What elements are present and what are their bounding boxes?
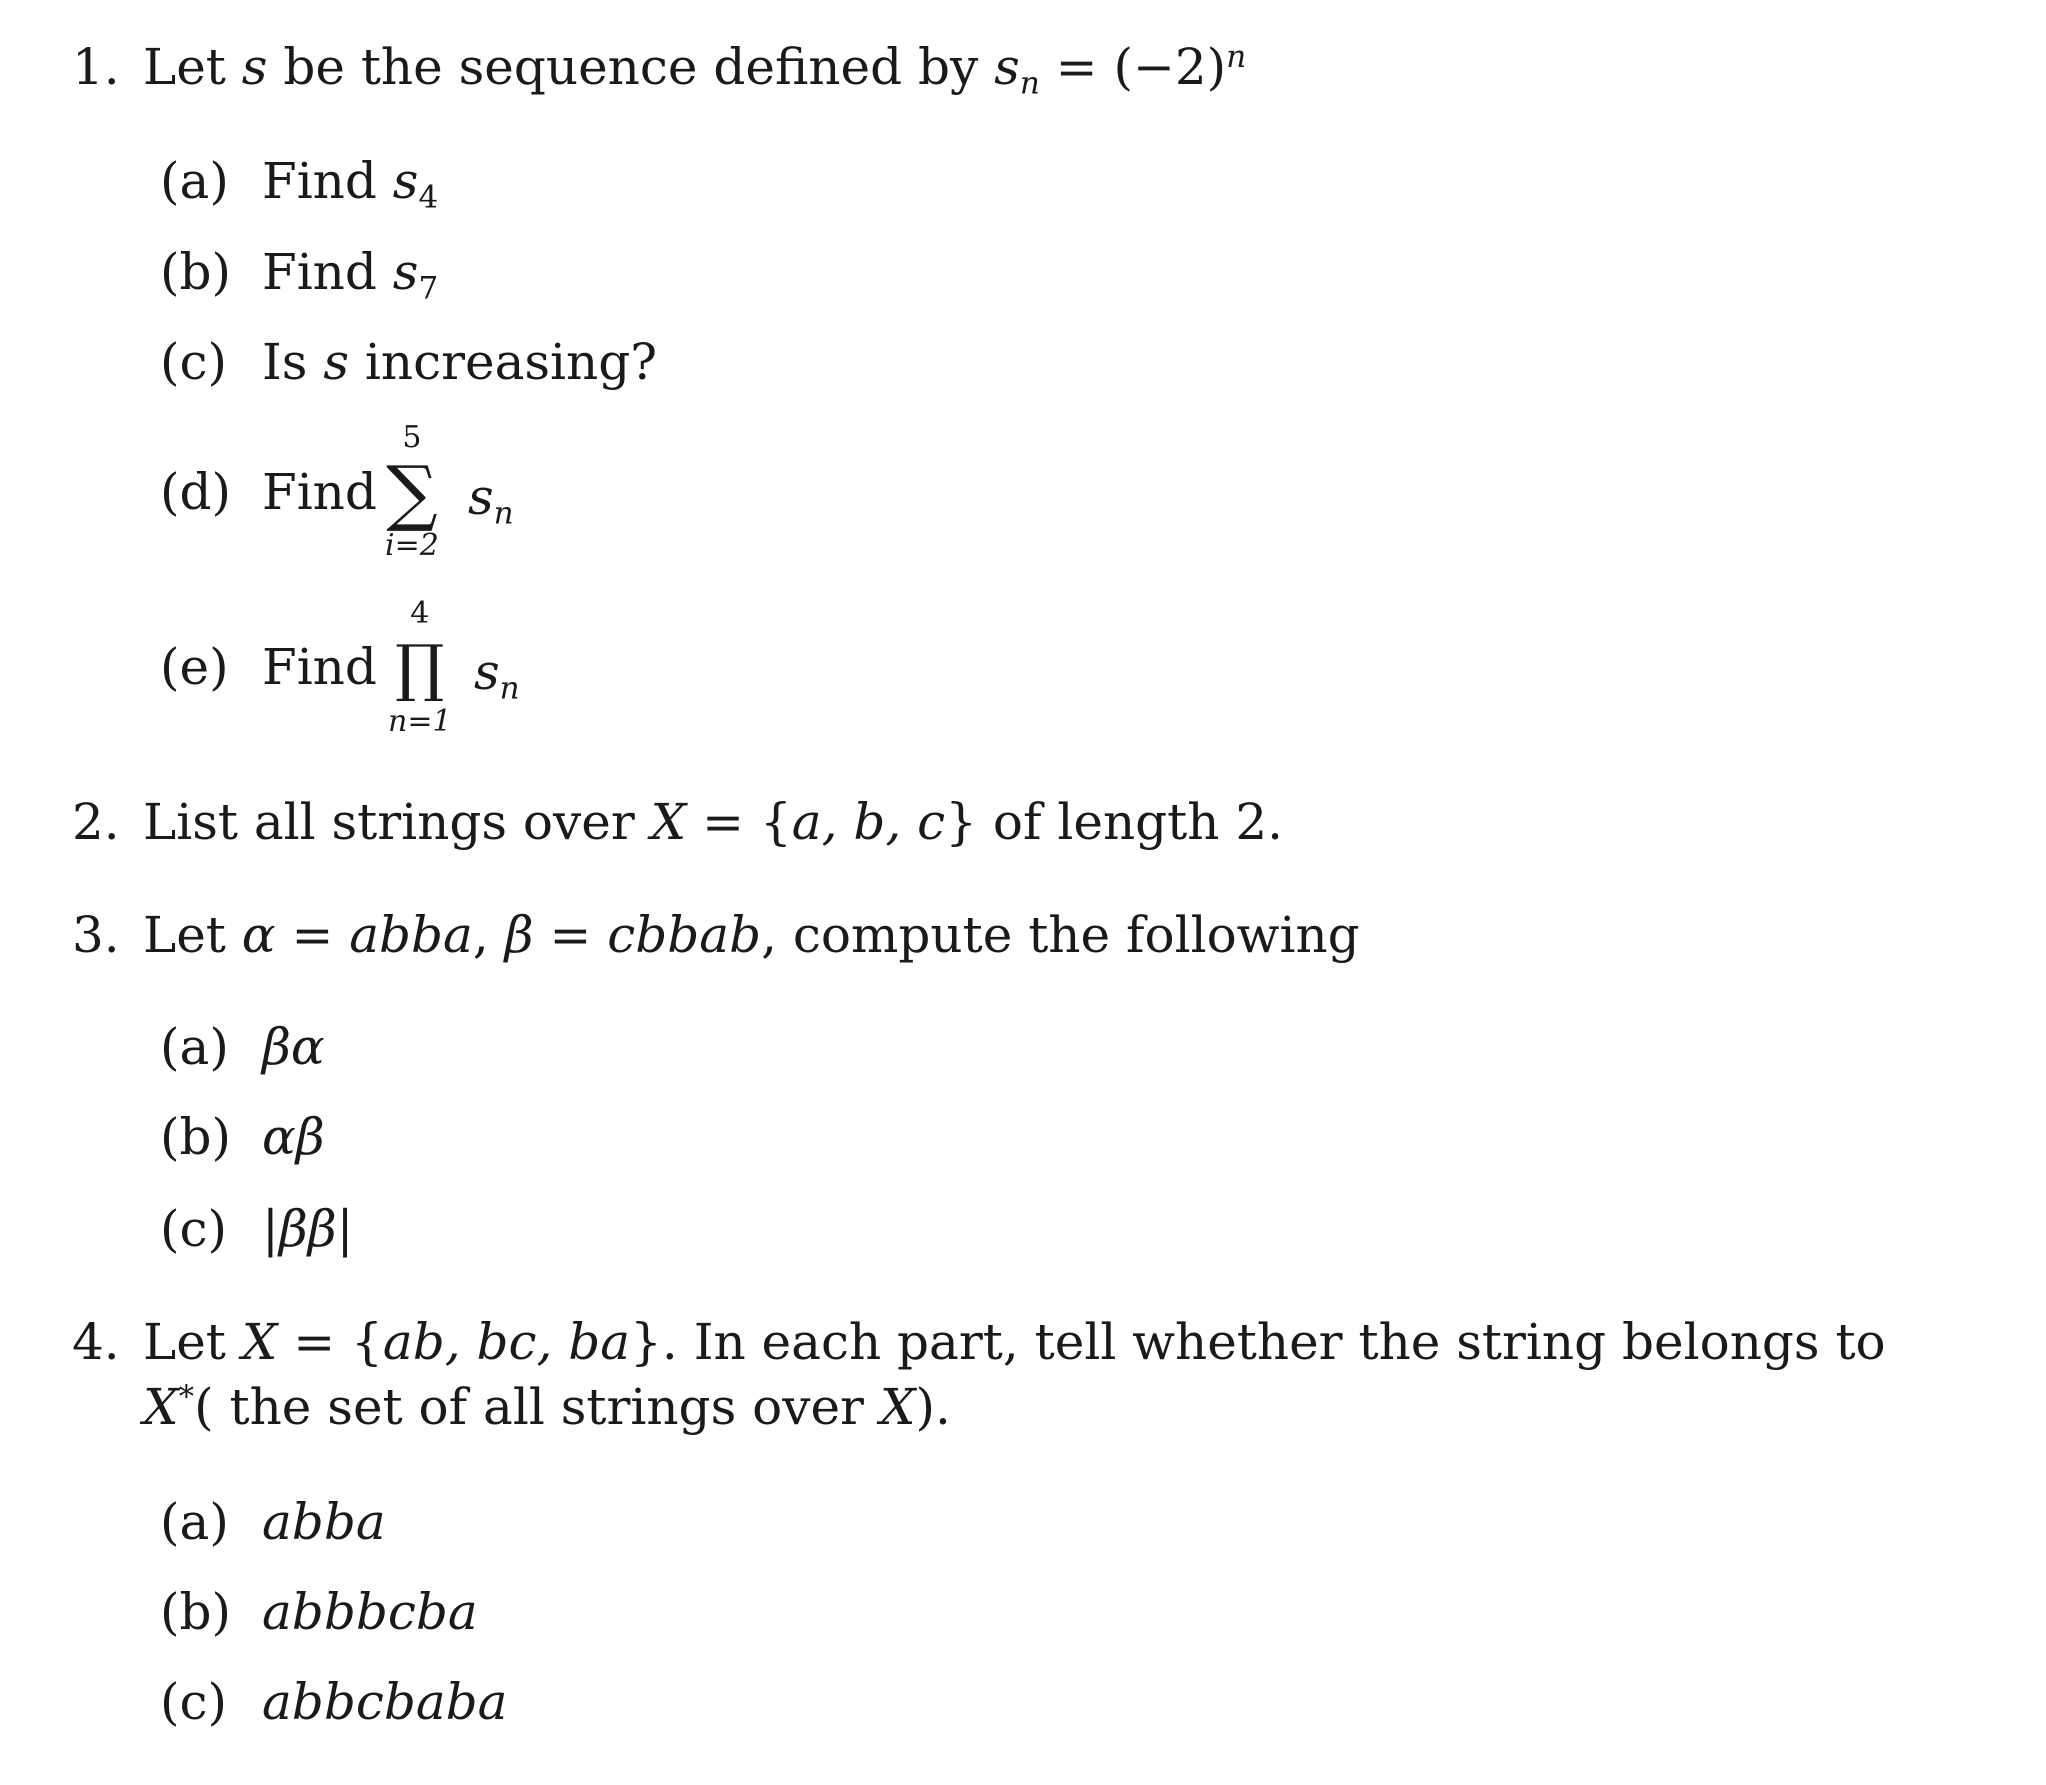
text: Let <box>143 906 242 964</box>
math-var: s <box>994 38 1020 96</box>
math-var: s <box>392 243 419 301</box>
math-var: s <box>241 38 268 96</box>
math-expr: = { <box>277 1313 383 1371</box>
text: } of length 2. <box>945 793 1284 851</box>
math-var: β <box>504 906 534 964</box>
summand <box>468 468 514 532</box>
part-label: (c) <box>160 1673 228 1731</box>
math-expr: = { <box>686 793 792 851</box>
text: Let <box>143 1313 242 1371</box>
math-subscript: n <box>499 670 520 707</box>
part-math: abba <box>262 1493 386 1551</box>
part-label: (b) <box>160 1583 232 1641</box>
problem-statement <box>143 793 1283 851</box>
part-math: |ββ| <box>262 1200 354 1258</box>
problem-statement-line2 <box>143 1378 951 1436</box>
text: Is <box>262 333 324 391</box>
text: Find <box>262 152 393 210</box>
multiplicand <box>474 643 520 707</box>
part-label: (a) <box>160 1493 229 1551</box>
math-expr: = <box>275 906 350 964</box>
text: Find <box>262 243 393 301</box>
math-var: s <box>474 643 500 701</box>
math-var: X <box>650 793 687 851</box>
part-math: abbcbaba <box>262 1673 508 1731</box>
math-var: s <box>468 468 494 526</box>
math-var: α <box>241 906 276 964</box>
part-text: Find <box>262 463 377 521</box>
part-text <box>262 333 657 391</box>
pi-product-icon: ∏ <box>395 631 445 704</box>
part-math: abbbcba <box>262 1583 478 1641</box>
part-text: Find <box>262 638 377 696</box>
text: increasing? <box>348 333 658 391</box>
part-label: (e) <box>160 638 229 696</box>
product-operator <box>388 596 452 740</box>
problem-number: 3. <box>72 906 120 964</box>
upper-limit: 4 <box>410 596 430 631</box>
text: ). <box>915 1378 951 1436</box>
math-string: cbbab <box>607 906 762 964</box>
part-math: αβ <box>262 1108 325 1166</box>
part-label: (b) <box>160 1108 232 1166</box>
text: }. In each part, tell whether the string belongs to <box>630 1313 1886 1371</box>
problem-number: 4. <box>72 1313 120 1371</box>
part-label: (c) <box>160 333 228 391</box>
text: List all strings over <box>143 793 651 851</box>
text: Let <box>143 38 242 96</box>
math-subscript: n <box>493 495 514 532</box>
math-var: s <box>392 152 419 210</box>
text: be the sequence defined by <box>267 38 995 96</box>
lower-limit: i=2 <box>385 528 439 563</box>
kleene-star: * <box>178 1378 195 1415</box>
math-set: ab, bc, ba <box>382 1313 631 1371</box>
problem-number: 1. <box>72 38 120 96</box>
math-expr: = (−2) <box>1039 38 1227 96</box>
math-var: X <box>879 1378 916 1436</box>
math-subscript: 7 <box>418 270 439 307</box>
math-superscript: n <box>1226 38 1247 75</box>
upper-limit: 5 <box>402 420 422 455</box>
part-label: (d) <box>160 463 232 521</box>
math-subscript: n <box>1019 65 1040 102</box>
part-text <box>262 243 439 307</box>
lower-limit: n=1 <box>388 704 452 739</box>
math-set: a, b, c <box>791 793 946 851</box>
part-text <box>262 152 439 216</box>
part-math: βα <box>262 1018 325 1076</box>
part-label: (a) <box>160 152 229 210</box>
part-label: (a) <box>160 1018 229 1076</box>
problem-number: 2. <box>72 793 120 851</box>
summation-operator <box>385 420 439 564</box>
problem-statement <box>143 38 1247 102</box>
part-label: (b) <box>160 243 232 301</box>
math-var: X <box>143 1378 179 1436</box>
math-string: abba <box>349 906 473 964</box>
math-subscript: 4 <box>418 179 439 216</box>
text: , <box>472 906 505 964</box>
problem-statement-line1 <box>143 1313 1886 1371</box>
text: , compute the following <box>761 906 1360 964</box>
part-label: (c) <box>160 1200 228 1258</box>
problem-statement <box>143 906 1360 964</box>
text: ( the set of all strings over <box>194 1378 880 1436</box>
math-expr: = <box>533 906 608 964</box>
math-var: X <box>241 1313 278 1371</box>
sigma-icon: ∑ <box>386 450 438 534</box>
math-var: s <box>323 333 349 391</box>
